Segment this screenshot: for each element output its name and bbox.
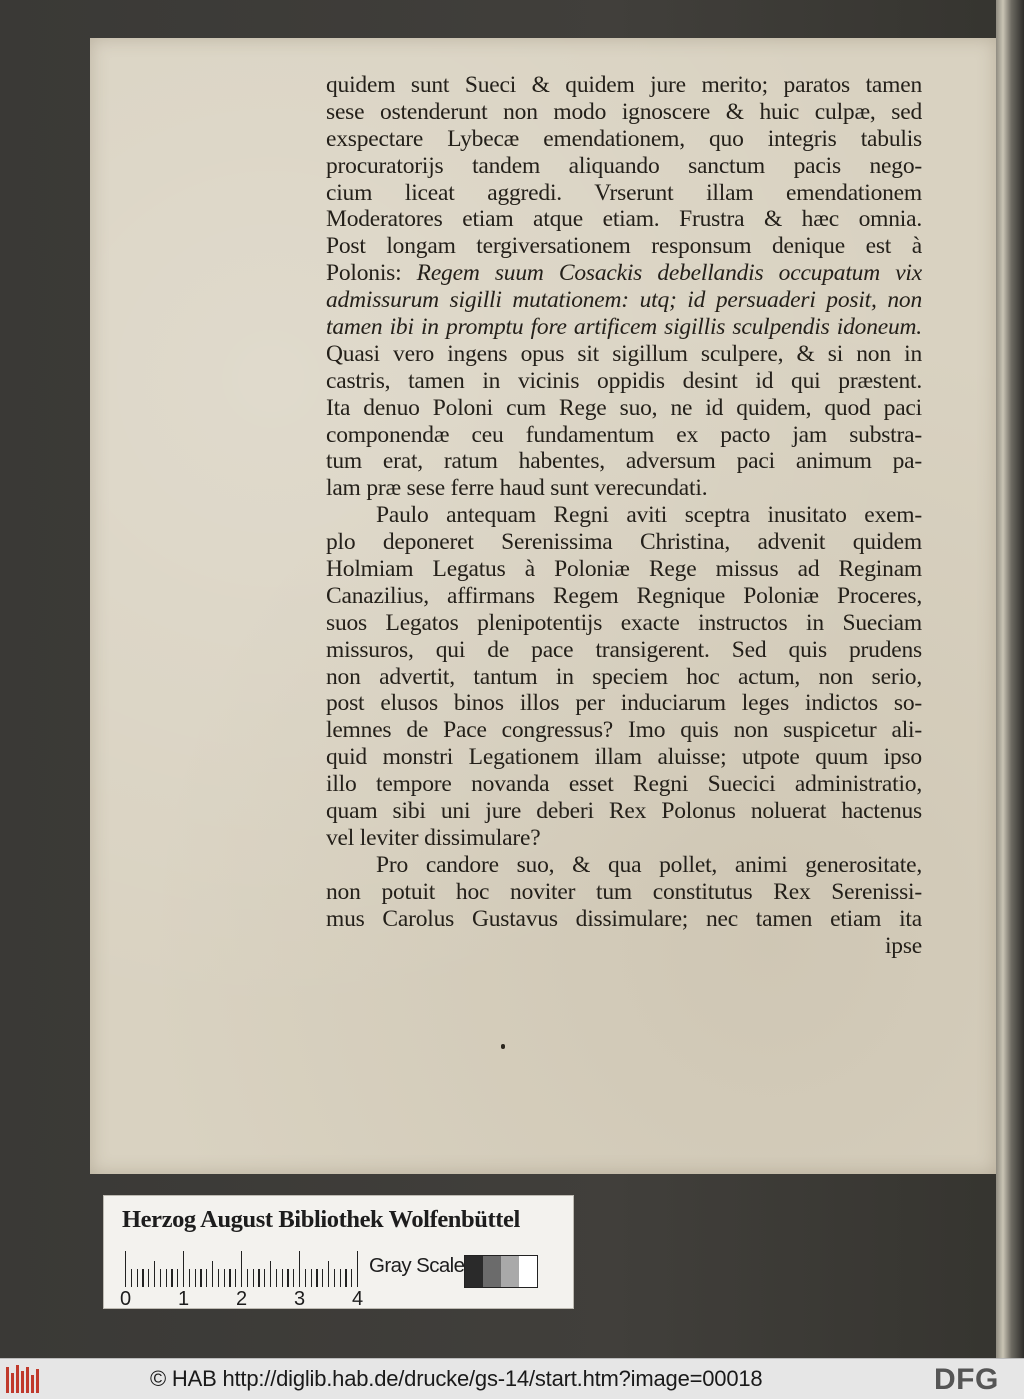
ruler-tick <box>299 1251 300 1287</box>
gray-swatch <box>465 1256 483 1287</box>
ruler-tick <box>166 1269 167 1287</box>
text-line: non potuit hoc noviter tum constitutus Rex Serenissi- <box>326 878 922 905</box>
text-line: castris, tamen in vicinis oppidis desint id qui præstent. <box>326 367 922 394</box>
ruler-tick <box>247 1269 248 1287</box>
text-line: missuros, qui de pace transigerent. Sed quis prudens <box>326 636 922 663</box>
text-line: sese ostenderunt non modo ignoscere & huic culpæ, sed <box>326 98 922 125</box>
text-line: non advertit, tantum in speciem hoc actum, non serio, <box>326 663 922 690</box>
ruler-tick <box>340 1269 341 1287</box>
ruler-tick <box>154 1261 155 1287</box>
gray-swatch <box>519 1256 537 1287</box>
gray-scale-label: Gray Scale <box>369 1254 465 1277</box>
ruler-tick <box>171 1269 172 1287</box>
ruler-tick <box>200 1269 201 1287</box>
ruler-tick <box>305 1269 306 1287</box>
text-line: Moderatores etiam atque etiam. Frustra & hæc omnia. <box>326 206 922 233</box>
page-text <box>326 72 922 959</box>
text-line: tum erat, ratum habentes, adversum paci animum pa- <box>326 448 922 475</box>
ruler-tick <box>224 1269 225 1287</box>
ruler-tick <box>316 1269 317 1287</box>
text-line: tamen ibi in promptu fore artificem sigillis sculpendis idoneum. <box>326 314 922 341</box>
ruler-tick <box>131 1269 132 1287</box>
ruler-number: 4 <box>352 1288 364 1310</box>
text-line: Pro candore suo, & qua pollet, animi generositate, <box>376 851 922 878</box>
text-line: post elusos binos illos per induciarum leges indictos so- <box>326 690 922 717</box>
ruler-tick <box>235 1269 236 1287</box>
gray-scale-swatches <box>464 1255 538 1288</box>
text-line: Polonis: Regem suum Cosackis debellandis occupatum vix <box>326 260 922 287</box>
hab-logo-icon <box>6 1365 40 1393</box>
ruler-tick <box>218 1269 219 1287</box>
ruler-tick <box>351 1269 352 1287</box>
text-line: exspectare Lybecæ emendationem, quo integris tabulis <box>326 125 922 152</box>
text-line: Post longam tergiversationem responsum denique est à <box>326 233 922 260</box>
gray-swatch <box>483 1256 501 1287</box>
text-line: Canazilius, affirmans Regem Regnique Poloniæ Proceres, <box>326 582 922 609</box>
text-line: plo deponeret Serenissima Christina, advenit quidem <box>326 529 922 556</box>
ruler-tick <box>270 1261 271 1287</box>
book-page <box>90 38 996 1174</box>
ruler-tick <box>195 1269 196 1287</box>
text-line: quam sibi uni jure deberi Rex Polonus noluerat hactenus <box>326 798 922 825</box>
ruler-number: 3 <box>294 1288 306 1310</box>
calibration-card <box>103 1195 574 1309</box>
text-line: illo tempore novanda esset Regni Suecici administratio, <box>326 771 922 798</box>
ruler-tick <box>206 1269 207 1287</box>
ruler-tick <box>177 1269 178 1287</box>
text-line: quidem sunt Sueci & quidem jure merito; paratos tamen <box>326 72 922 98</box>
ink-speck <box>501 1044 505 1049</box>
ruler-tick <box>293 1269 294 1287</box>
ruler-tick <box>345 1269 346 1287</box>
gray-swatch <box>501 1256 519 1287</box>
ruler-tick <box>142 1269 143 1287</box>
text-line: lam præ sese ferre haud sunt verecundati. <box>326 475 708 502</box>
ruler-tick <box>258 1269 259 1287</box>
text-line: Paulo antequam Regni aviti sceptra inusitato exem- <box>376 502 922 529</box>
ruler-tick <box>253 1269 254 1287</box>
ruler-tick <box>148 1269 149 1287</box>
text-line: vel leviter dissimulare? <box>326 824 541 851</box>
text-line: Quasi vero ingens opus sit sigillum sculpere, & si non in <box>326 340 922 367</box>
ruler-tick <box>241 1251 242 1287</box>
ruler-tick <box>328 1261 329 1287</box>
text-line: ipse <box>884 932 922 959</box>
text-line: quid monstri Legationem illam aluisse; utpote quum ipso <box>326 744 922 771</box>
ruler-tick <box>311 1269 312 1287</box>
ruler-number: 2 <box>236 1288 248 1310</box>
ruler-tick <box>287 1269 288 1287</box>
ruler-tick <box>189 1269 190 1287</box>
ruler-tick <box>183 1251 184 1287</box>
text-line: lemnes de Pace congressus? Imo quis non suspicetur ali- <box>326 717 922 744</box>
book-edge <box>996 0 1024 1358</box>
ruler-tick <box>357 1251 358 1287</box>
text-line: suos Legatos plenipotentijs exacte instructos in Sueciam <box>326 609 922 636</box>
ruler-number: 1 <box>178 1288 190 1310</box>
ruler-tick <box>212 1261 213 1287</box>
ruler-tick <box>334 1269 335 1287</box>
text-line: Holmiam Legatus à Poloniæ Rege missus ad Reginam <box>326 556 922 583</box>
footer-bar <box>0 1358 1024 1399</box>
text-line: mus Carolus Gustavus dissimulare; nec tamen etiam ita <box>326 905 922 932</box>
library-title: Herzog August Bibliothek Wolfenbüttel <box>122 1206 520 1233</box>
ruler-tick <box>160 1269 161 1287</box>
text-line: procuratorijs tandem aliquando sanctum pacis nego- <box>326 152 922 179</box>
text-line: componendæ ceu fundamentum ex pacto jam substra- <box>326 421 922 448</box>
ruler-tick <box>264 1269 265 1287</box>
text-line: cium liceat aggredi. Vrserunt illam emendationem <box>326 179 922 206</box>
ruler-tick <box>322 1269 323 1287</box>
footer-credit-link[interactable]: © HAB http://diglib.hab.de/drucke/gs-14/start.htm?image=00018 <box>150 1366 763 1391</box>
text-line: Ita denuo Poloni cum Rege suo, ne id quidem, quod paci <box>326 394 922 421</box>
ruler-tick <box>125 1251 126 1287</box>
ruler-tick <box>137 1269 138 1287</box>
ruler-tick <box>276 1269 277 1287</box>
ruler <box>125 1251 361 1287</box>
text-line: admissurum sigilli mutationem: utq; id persuaderi posit, non <box>326 287 922 314</box>
ruler-tick <box>229 1269 230 1287</box>
ruler-number: 0 <box>120 1288 132 1310</box>
dfg-logo: DFG <box>934 1363 999 1396</box>
ruler-tick <box>282 1269 283 1287</box>
